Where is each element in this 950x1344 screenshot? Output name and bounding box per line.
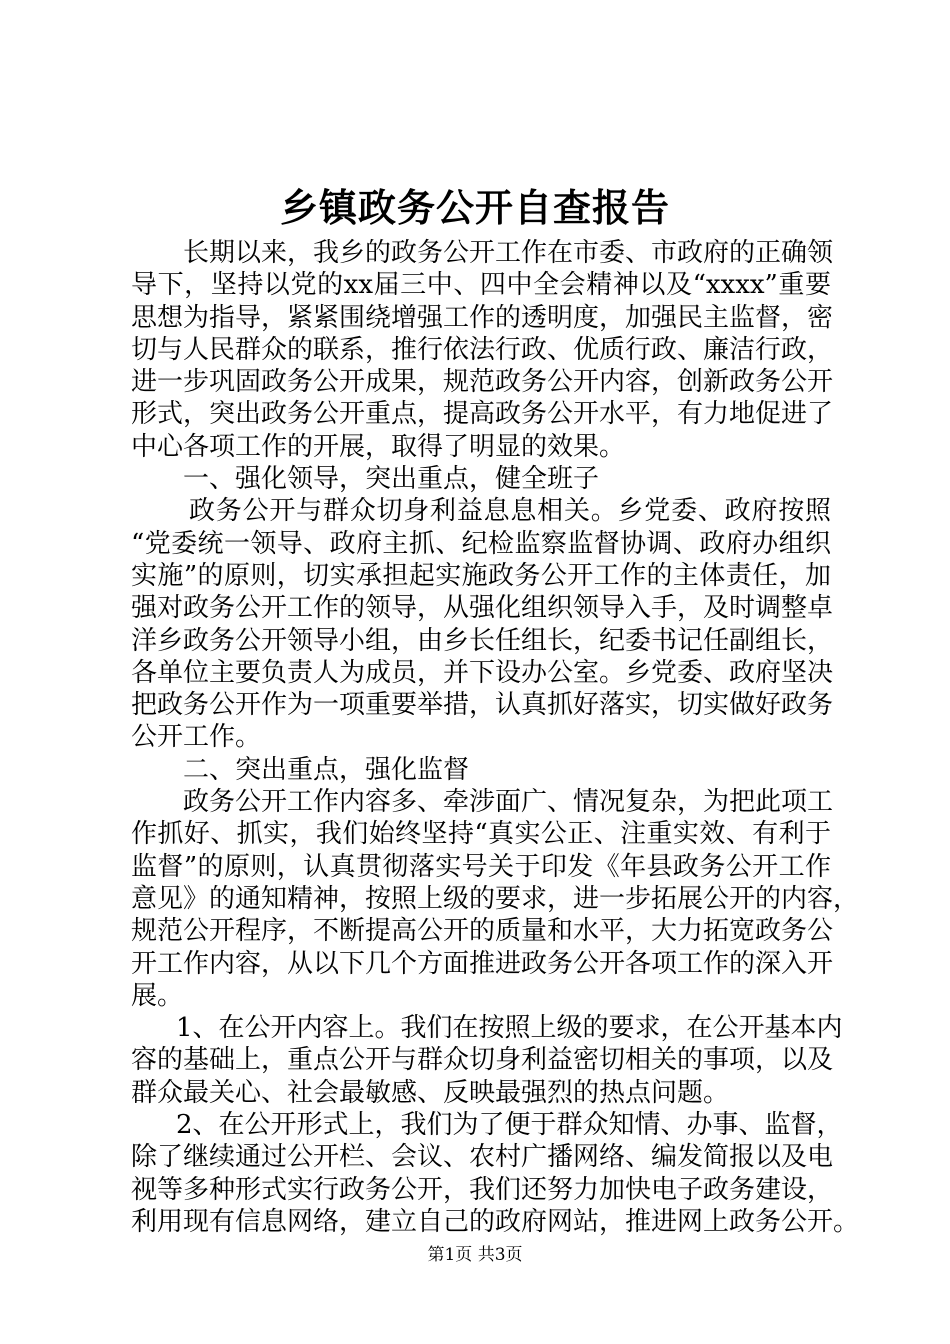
paragraph-line: 开工作内容，从以下几个方面推进政务公开各项工作的深入开 [131, 948, 834, 979]
section-heading: 一、强化领导，突出重点，健全班子 [183, 464, 600, 495]
paragraph-line: 政务公开与群众切身利益息息相关。乡党委、政府按照 [189, 496, 831, 527]
paragraph-line: 中心各项工作的开展，取得了明显的效果。 [131, 431, 626, 462]
document-body [131, 237, 860, 1238]
paragraph-line: 实施”的原则，切实承担起实施政务公开工作的主体责任，加 [131, 560, 831, 591]
paragraph-line: 政务公开工作内容多、牵涉面广、情况复杂，为把此项工 [183, 787, 834, 818]
paragraph-line: 思想为指导，紧紧围绕增强工作的透明度，加强民主监督，密 [131, 302, 834, 333]
paragraph-line: 形式，突出政务公开重点，提高政务公开水平，有力地促进了 [131, 399, 834, 430]
paragraph-line: 群众最关心、社会最敏感、反映最强烈的热点问题。 [131, 1077, 730, 1108]
paragraph-line: 规范公开程序，不断提高公开的质量和水平，大力拓宽政务公 [131, 916, 834, 947]
paragraph-line: 强对政务公开工作的领导，从强化组织领导入手，及时调整卓 [131, 593, 834, 624]
paragraph-line: 容的基础上，重点公开与群众切身利益密切相关的事项，以及 [131, 1045, 834, 1076]
page-number-footer: 第1页 共3页 [427, 1245, 523, 1265]
paragraph-line: 进一步巩固政务公开成果，规范政务公开内容，创新政务公开 [131, 367, 834, 398]
paragraph-line: 意见》的通知精神，按照上级的要求，进一步拓展公开的内容， [131, 883, 860, 914]
paragraph-line: 洋乡政务公开领导小组，由乡长任组长，纪委书记任副组长， [131, 625, 834, 656]
paragraph-line: 展。 [131, 980, 184, 1011]
document-title: 乡镇政务公开自查报告 [279, 185, 670, 230]
paragraph-line: 除了继续通过公开栏、会议、农村广播网络、编发简报以及电 [131, 1142, 834, 1173]
paragraph-line: 视等多种形式实行政务公开，我们还努力加快电子政务建设， [131, 1174, 834, 1205]
paragraph-line: 把政务公开作为一项重要举措，认真抓好落实，切实做好政务 [131, 690, 834, 721]
paragraph-line: 2、在公开形式上，我们为了便于群众知情、办事、监督， [176, 1110, 843, 1141]
paragraph-line: “党委统一领导、政府主抓、纪检监察监督协调、政府办组织 [131, 528, 831, 559]
paragraph-line: 各单位主要负责人为成员，并下设办公室。乡党委、政府坚决 [131, 657, 834, 688]
paragraph-line: 长期以来，我乡的政务公开工作在市委、市政府的正确领 [183, 238, 834, 268]
paragraph-line: 公开工作。 [131, 722, 262, 753]
paragraph-line: 监督”的原则，认真贯彻落实号关于印发《年县政务公开工作 [131, 851, 831, 882]
section-heading: 二、突出重点，强化监督 [183, 754, 470, 785]
paragraph-line: 作抓好、抓实，我们始终坚持“真实公正、注重实效、有利于 [131, 819, 831, 850]
paragraph-line: 导下，坚持以党的xx届三中、四中全会精神以及“xxxx”重要 [131, 270, 831, 301]
paragraph-line: 1、在公开内容上。我们在按照上级的要求，在公开基本内 [176, 1013, 843, 1044]
paragraph-line: 切与人民群众的联系，推行依法行政、优质行政、廉洁行政， [131, 334, 834, 365]
paragraph-line: 利用现有信息网络，建立自己的政府网站，推进网上政务公开。 [131, 1206, 860, 1237]
